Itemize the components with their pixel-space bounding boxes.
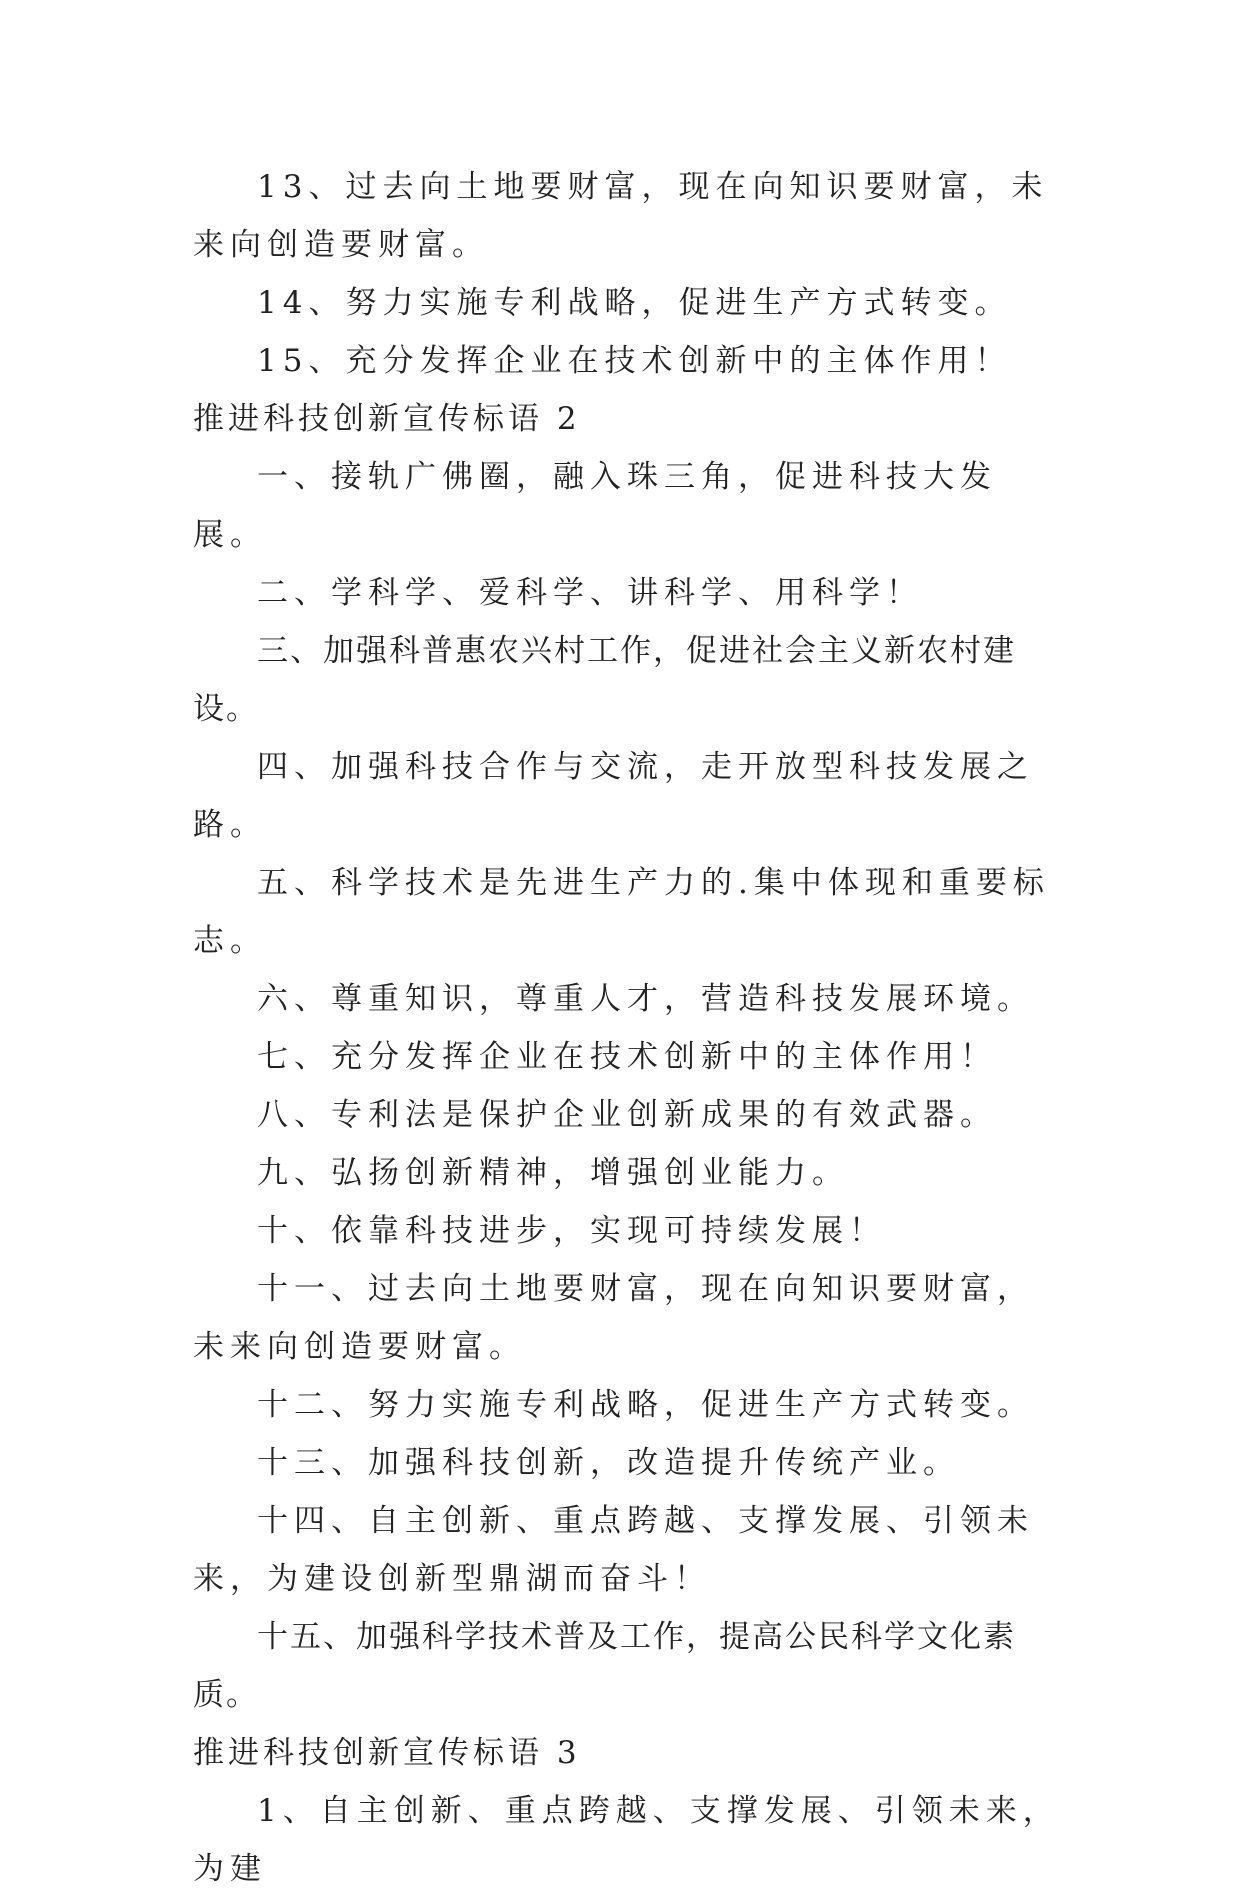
document-body [193,158,1063,1898]
slogan-paragraph: 十三、加强科技创新，改造提升传统产业。 [257,1445,960,1481]
slogan-paragraph: 十一、过去向土地要财富，现在向知识要财富，未来向创造要财富。 [193,1271,1034,1365]
section-heading: 推进科技创新宣传标语 3 [193,1735,581,1771]
slogan-paragraph: 六、尊重知识，尊重人才，营造科技发展环境。 [257,981,1034,1017]
slogan-paragraph: 十五、加强科学技术普及工作，提高公民科学文化素质。 [193,1619,1016,1713]
slogan-paragraph: 三、加强科普惠农兴村工作，促进社会主义新农村建设。 [193,633,1016,727]
slogan-paragraph: 一、接轨广佛圈，融入珠三角，促进科技大发展。 [193,459,997,553]
slogan-paragraph: 14、努力实施专利战略，促进生产方式转变。 [257,285,1012,321]
section-heading: 推进科技创新宣传标语 2 [193,401,581,437]
slogan-paragraph: 15、充分发挥企业在技术创新中的主体作用！ [257,343,1012,379]
slogan-paragraph: 1、自主创新、重点跨越、支撑发展、引领未来，为建 [193,1793,1060,1887]
slogan-paragraph: 二、学科学、爱科学、讲科学、用科学！ [257,575,923,611]
slogan-paragraph: 十四、自主创新、重点跨越、支撑发展、引领未来，为建设创新型鼎湖而奋斗！ [193,1503,1034,1597]
slogan-paragraph: 九、弘扬创新精神，增强创业能力。 [257,1155,849,1191]
slogan-paragraph: 八、专利法是保护企业创新成果的有效武器。 [257,1097,997,1133]
slogan-paragraph: 七、充分发挥企业在技术创新中的主体作用！ [257,1039,997,1075]
slogan-paragraph: 四、加强科技合作与交流，走开放型科技发展之路。 [193,749,1034,843]
slogan-paragraph: 五、科学技术是先进生产力的.集中体现和重要标志。 [193,865,1050,959]
slogan-paragraph: 13、过去向土地要财富，现在向知识要财富，未来向创造要财富。 [193,169,1049,263]
slogan-paragraph: 十二、努力实施专利战略，促进生产方式转变。 [257,1387,1034,1423]
slogan-paragraph: 十、依靠科技进步，实现可持续发展！ [257,1213,886,1249]
